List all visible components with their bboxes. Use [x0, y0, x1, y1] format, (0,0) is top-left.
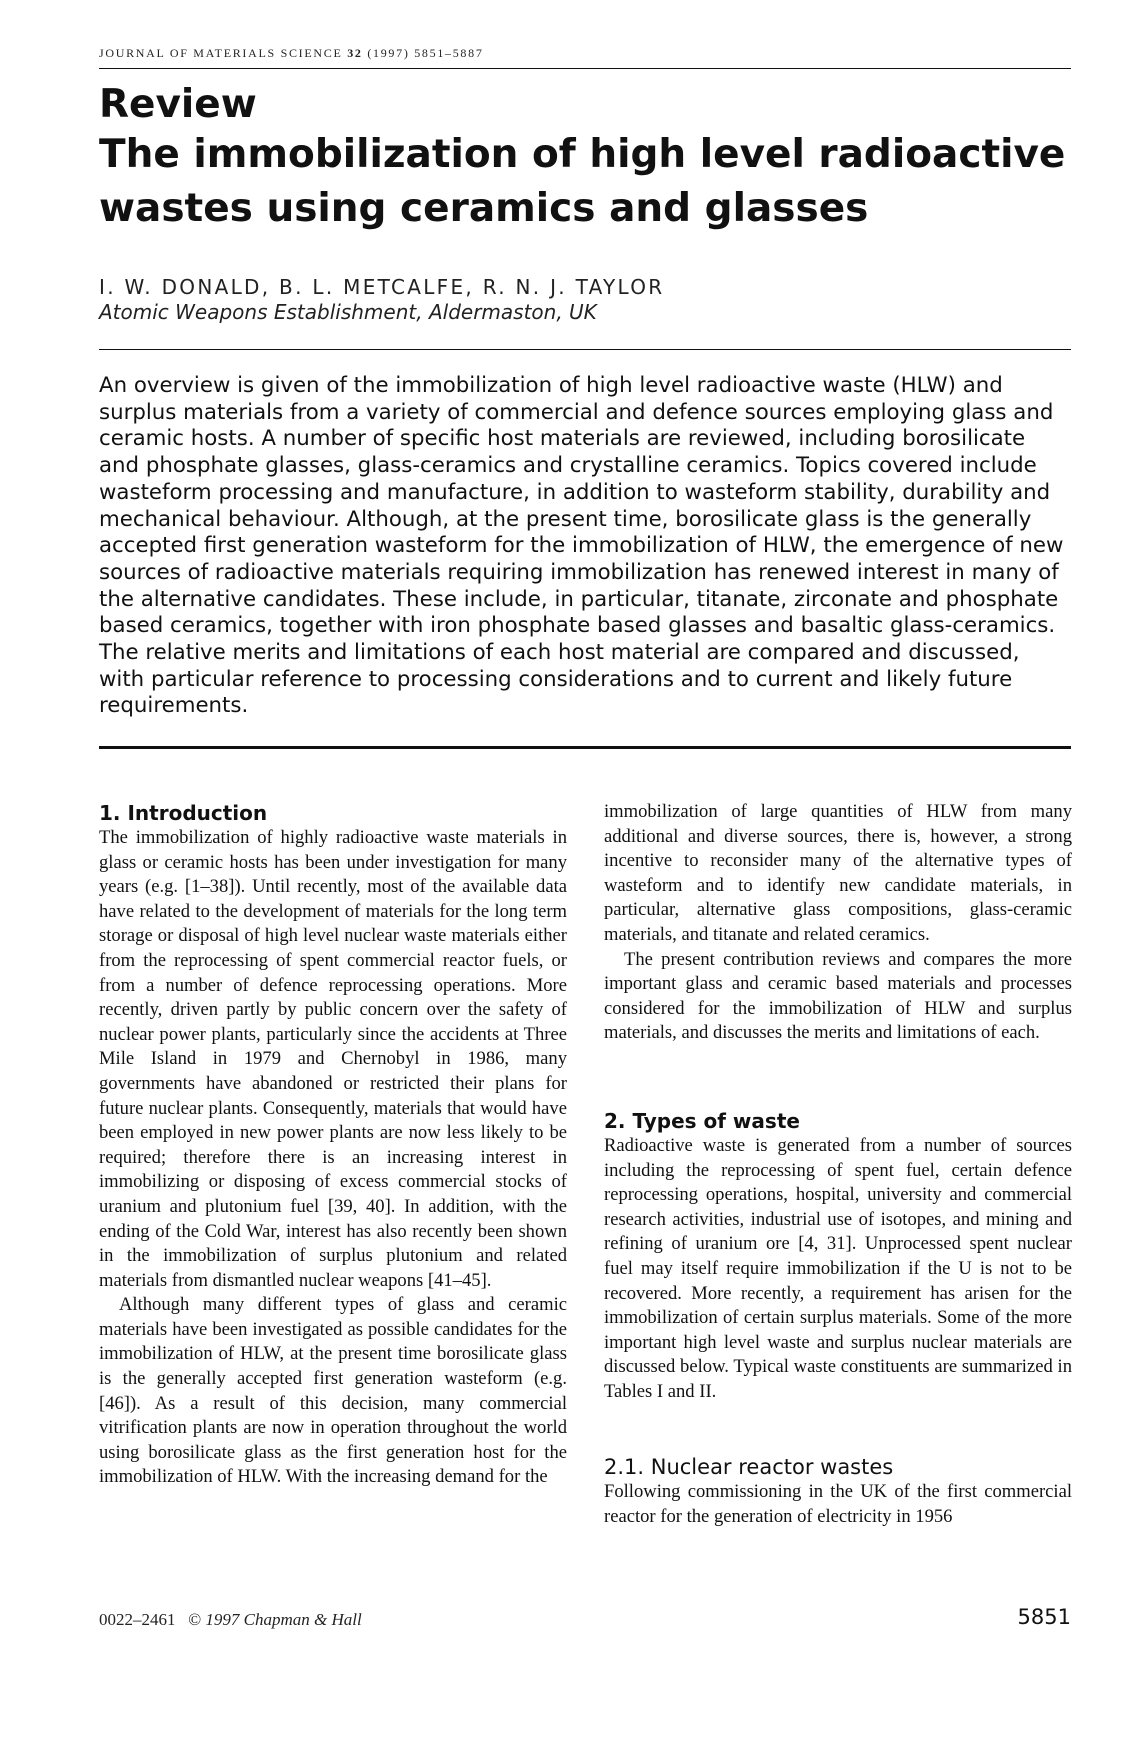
introduction-paragraph-1: The immobilization of highly radioactive waste materials in glass or ceramic hosts has been under investigation for many years (e.g. [1–38]). Until recently, most of the available data have related to the development of materials for the long term storage or disposal of high level nuclear waste materials either from the reprocessing of spent commercial reactor fuels, or from a number of defence reprocessing operations. More recently, driven partly by public concern over the safety of nuclear power plants, particularly since the accidents at Three Mile Island in 1979 and Chernobyl in 1986, many governments have abandoned or restricted their plans for future nuclear plants. Consequently, materials that would have been employed in new power plants are now less likely to be required; therefore there is an increasing interest in immobilizing or disposing of excess commercial stocks of uranium and plutonium fuel [39, 40]. In addition, with the ending of the Cold War, interest has also recently been shown in the immobilization of surplus plutonium and related materials from dismantled nuclear weapons [41–45].	[99, 827, 567, 1291]
section-heading-types-of-waste: 2. Types of waste	[604, 1108, 800, 1133]
running-head-journal: JOURNAL OF MATERIALS SCIENCE	[99, 46, 343, 60]
introduction-paragraph-2-continued: immobilization of large quantities of HLW from many additional and diverse sources, there is, however, a strong incentive to reconsider many of the alternative types of wasteform and to identify new candidate materials, in particular, alternative glass compositions, glass-ceramic materials, and titanate and related ceramics.	[604, 801, 1072, 945]
section-spacer	[604, 1046, 1072, 1108]
running-head-year-pages: (1997) 5851–5887	[367, 46, 484, 60]
footer-issn: 0022–2461	[99, 1610, 176, 1629]
subsection-spacer	[604, 1404, 1072, 1454]
copyright-symbol: ©	[188, 1610, 202, 1629]
header-rule	[99, 68, 1071, 69]
subsection-heading-nuclear-reactor-wastes: 2.1. Nuclear reactor wastes	[604, 1455, 894, 1480]
introduction-paragraph-2: Although many different types of glass and ceramic materials have been investigated as possible candidates for the immobilization of HLW, at the present time borosilicate glass is the generally accepted first generation wasteform (e.g. [46]). As a result of this decision, many commercial vitrification plants are now in operation throughout the world using borosilicate glass as the first generation host for the immobilization of HLW. With the increasing demand for the	[99, 1294, 567, 1488]
types-of-waste-paragraph-1: Radioactive waste is generated from a number of sources including the reprocessing of spent fuel, certain defence reprocessing operations, hospital, university and commercial research activities, industrial use of isotopes, and mining and refining of uranium ore [4, 31]. Unprocessed spent nuclear fuel may itself require immobilization if the U is not to be recovered. More recently, a requirement has arisen for the immobilization of certain surplus materials. Some of the more important high level waste and surplus nuclear materials are discussed below. Typical waste constituents are summarized in Tables I and II.	[604, 1134, 1072, 1402]
footer-issn-copyright	[99, 1610, 362, 1630]
article-type: Review	[99, 82, 257, 127]
right-column	[604, 800, 1072, 1530]
running-head-volume: 32	[347, 46, 363, 60]
article-title: The immobilization of high level radioactive wastes using ceramics and glasses	[99, 132, 1066, 231]
left-column	[99, 800, 567, 1490]
abstract-top-rule	[99, 349, 1071, 350]
affiliation: Atomic Weapons Establishment, Aldermaston, UK	[99, 300, 597, 324]
introduction-paragraph-3: The present contribution reviews and compares the more important glass and ceramic based materials and processes considered for the immobilization of HLW and surplus materials, and discusses the merits and limitations of each.	[604, 948, 1072, 1044]
running-head	[99, 46, 1071, 61]
footer-copyright: 1997 Chapman & Hall	[205, 1610, 362, 1629]
section-heading-introduction: 1. Introduction	[99, 801, 268, 825]
page-number: 5851	[1017, 1605, 1071, 1629]
authors: I. W. DONALD, B. L. METCALFE, R. N. J. TAYLOR	[99, 275, 665, 299]
abstract-bottom-rule	[99, 746, 1071, 749]
nuclear-reactor-wastes-paragraph-1: Following commissioning in the UK of the first commercial reactor for the generation of electricity in 1956	[604, 1481, 1072, 1528]
abstract: An overview is given of the immobilization of high level radioactive waste (HLW) and surplus materials from a variety of commercial and defence sources employing glass and ceramic hosts. A number of specific host materials are reviewed, including borosilicate and phosphate glasses, glass-ceramics and crystalline ceramics. Topics covered include wasteform processing and manufacture, in addition to wasteform stability, durability and mechanical behaviour. Although, at the present time, borosilicate glass is the generally accepted first generation wasteform for the immobilization of HLW, the emergence of new sources of radioactive materials requiring immobilization has renewed interest in many of the alternative candidates. These include, in particular, titanate, zirconate and phosphate based ceramics, together with iron phosphate based glasses and basaltic glass-ceramics. The relative merits and limitations of each host material are compared and discussed, with particular reference to processing considerations and to current and likely future requirements.	[99, 373, 1064, 719]
